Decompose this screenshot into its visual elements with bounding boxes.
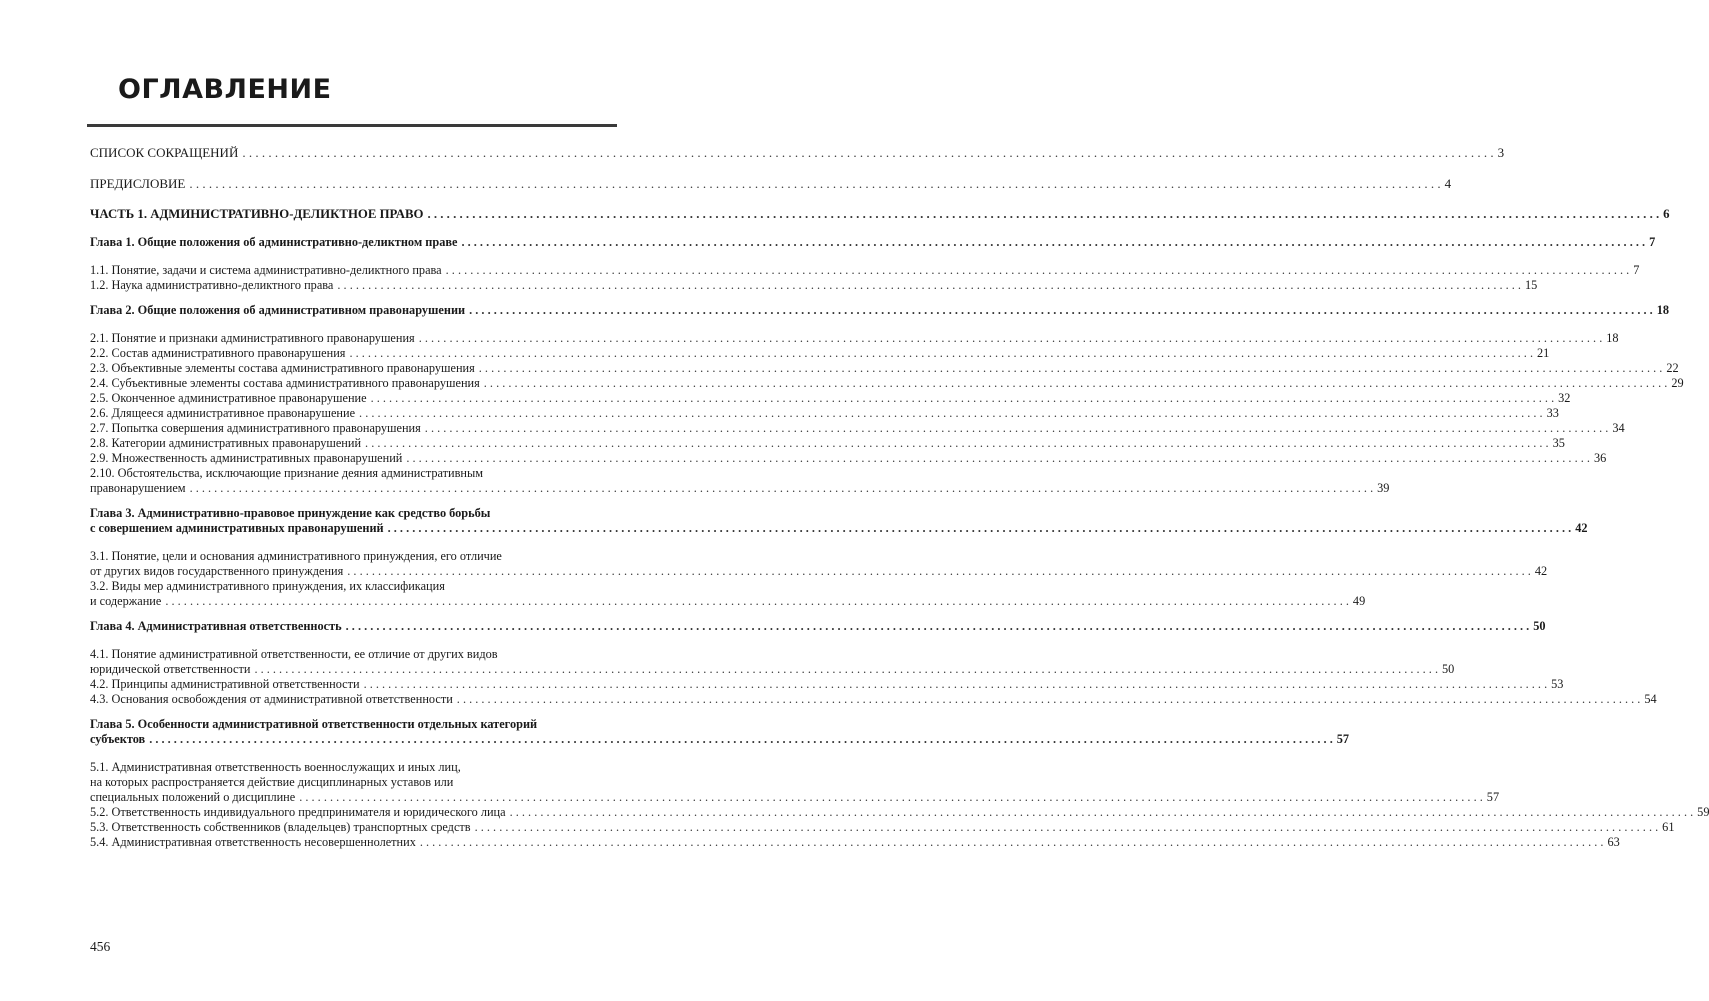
toc-entry-row [90,421,1625,436]
dot-leader [337,278,1521,293]
toc-entry-page: 4 [1444,176,1452,191]
toc-entry-page: 6 [1663,207,1670,221]
toc-entry-chapter [90,717,1350,747]
toc-entry-row [90,732,1350,747]
toc-entry-row [90,481,1390,496]
toc-entry-row [90,406,1559,421]
toc-entry-title-line: Глава 5. Особенности административной ответственности отдельных категорий [90,717,538,731]
toc-entry-row [90,331,1619,346]
toc-entry-title-line: Глава 3. Административно-правовое принуждение как средство борьбы [90,506,491,520]
toc-entry-sub [90,346,1550,361]
toc-entry-title: 1.2. Наука административно-деликтного права [90,278,334,292]
toc-entry-sub [90,466,1390,496]
toc-entry-row [90,361,1679,376]
dot-leader [420,835,1604,850]
toc-entry-sub [90,331,1619,346]
toc-entry-page: 32 [1558,391,1571,405]
toc-entry-sub [90,692,1657,707]
toc-entry-title: 2.9. Множественность административных правонарушений [90,451,403,465]
dot-leader [388,521,1572,536]
toc-entry-row [90,145,1505,160]
toc-entry-chapter [90,303,1669,318]
toc-entry-page: 7 [1649,235,1656,249]
toc-entry-row [90,805,1709,820]
dot-leader [425,421,1609,436]
toc-entry-page: 18 [1606,331,1619,345]
toc-entry-page: 15 [1524,278,1538,292]
toc-entry-title-line: на которых распространяется действие дисциплинарных уставов или [90,775,454,789]
toc-entry-sub [90,451,1607,466]
toc-entry-part [90,207,1670,222]
toc-entry-title-line: 3.1. Понятие, цели и основания административного принуждения, его отличие [90,549,502,563]
toc-entry-title-line: 2.10. Обстоятельства, исключающие признание деяния административным [90,466,484,480]
toc-entry-row [90,692,1657,707]
toc-entry-sub [90,820,1675,835]
dot-leader [469,303,1653,318]
toc-entry-sub [90,549,1548,579]
page-number: 456 [90,939,111,954]
toc-entry-page: 34 [1612,421,1625,435]
toc-entry-row [90,835,1620,850]
toc-entry-sub [90,263,1640,278]
dot-leader [254,662,1438,677]
dot-leader [457,692,1641,707]
toc-entry-page: 21 [1537,346,1550,360]
toc-entry-sub [90,647,1455,677]
dot-leader [446,263,1630,278]
page-heading: ОГЛАВЛЕНИЕ [118,74,332,105]
dot-leader [479,361,1663,376]
table-of-contents [90,145,1709,850]
toc-entry-row [90,662,1455,677]
toc-entry-title: юридической ответственности [90,662,251,676]
toc-entry-page: 42 [1575,521,1588,535]
toc-entry-title: правонарушением [90,481,186,495]
toc-entry-row [90,376,1684,391]
toc-entry-title: и содержание [90,594,162,608]
toc-entry-page: 57 [1336,732,1350,746]
toc-entry-title: 4.2. Принципы административной ответственности [90,677,360,691]
toc-entry-title: 5.2. Ответственность индивидуального предпринимателя и юридического лица [90,805,506,819]
toc-entry-page: 7 [1633,263,1640,277]
toc-entry-sub [90,361,1679,376]
toc-entry-page: 50 [1442,662,1455,676]
toc-entry-page: 54 [1644,692,1657,706]
toc-entry-sub [90,278,1538,293]
dot-leader [190,481,1374,496]
toc-entry-title: 1.1. Понятие, задачи и система административно-деликтного права [90,263,442,277]
dot-leader [406,451,1590,466]
toc-entry-title: от других видов государственного принуждения [90,564,344,578]
dot-leader [364,677,1548,692]
toc-entry-page: 53 [1551,677,1564,691]
toc-entry-sub [90,760,1500,805]
toc-entry-title: Глава 2. Общие положения об административном правонарушении [90,303,466,317]
toc-entry-row [90,207,1670,222]
toc-entry-row [90,391,1571,406]
toc-entry-row [90,594,1366,609]
dot-leader [419,331,1603,346]
toc-entry-page: 29 [1671,376,1684,390]
toc-entry-row [90,521,1588,536]
dot-leader [149,732,1333,747]
toc-entry-title: СПИСОК СОКРАЩЕНИЙ [90,145,239,160]
toc-entry-sub [90,421,1625,436]
toc-entry-page: 35 [1552,436,1565,450]
toc-entry-title: с совершением административных правонарушений [90,521,384,535]
toc-entry-row [90,235,1656,250]
toc-entry-title: 2.8. Категории административных правонарушений [90,436,362,450]
dot-leader [359,406,1543,421]
dot-leader [371,391,1555,406]
toc-entry-title: ПРЕДИСЛОВИЕ [90,176,186,191]
toc-entry-page: 18 [1656,303,1669,317]
toc-entry-title: специальных положений о дисциплине [90,790,296,804]
toc-entry-row [90,677,1564,692]
dot-leader [510,805,1694,820]
toc-entry-page: 61 [1662,820,1675,834]
toc-entry-title: Глава 4. Административная ответственность [90,619,342,633]
toc-entry-row [90,436,1565,451]
toc-entry-title: Глава 1. Общие положения об административно-деликтном праве [90,235,458,249]
toc-entry-title: ЧАСТЬ 1. АДМИНИСТРАТИВНО-ДЕЛИКТНОЕ ПРАВО [90,207,424,221]
toc-entry-row [90,564,1548,579]
toc-entry-chapter [90,506,1588,536]
toc-entry-page: 59 [1697,805,1709,819]
dot-leader [299,790,1483,805]
toc-entry-title-line: 5.1. Административная ответственность военнослужащих и иных лиц, [90,760,461,774]
toc-entry-sub [90,835,1620,850]
dot-leader [365,436,1549,451]
toc-entry-page: 42 [1534,564,1548,578]
dot-leader [165,594,1349,609]
toc-entry-chapter [90,619,1546,634]
toc-entry-sub [90,376,1684,391]
dot-leader [242,145,1493,160]
toc-entry-title: 4.3. Основания освобождения от административной ответственности [90,692,453,706]
toc-entry-sub [90,391,1571,406]
toc-entry-row [90,790,1500,805]
toc-entry-row [90,176,1452,191]
toc-entry-sub [90,579,1366,609]
toc-entry-row [90,346,1550,361]
toc-entry-chapter [90,235,1656,250]
toc-entry-title: субъектов [90,732,146,746]
dot-leader [484,376,1668,391]
toc-entry-row [90,619,1546,634]
toc-entry-sub [90,406,1559,421]
dot-leader [347,564,1531,579]
toc-entry-top [90,145,1505,160]
toc-entry-title: 5.3. Ответственность собственников (владельцев) транспортных средств [90,820,471,834]
toc-entry-page: 63 [1607,835,1620,849]
toc-entry-page: 36 [1593,451,1607,465]
toc-entry-row [90,303,1669,318]
dot-leader [427,207,1659,222]
toc-entry-page: 39 [1377,481,1390,495]
toc-entry-page: 22 [1666,361,1679,375]
dot-leader [475,820,1659,835]
toc-entry-page: 57 [1486,790,1500,804]
toc-entry-top [90,176,1452,191]
toc-entry-title: 2.3. Объективные элементы состава административного правонарушения [90,361,475,375]
toc-entry-title: 2.4. Субъективные элементы состава административного правонарушения [90,376,480,390]
toc-entry-page: 50 [1533,619,1546,633]
dot-leader [189,176,1440,191]
toc-entry-title: 5.4. Административная ответственность несовершеннолетних [90,835,416,849]
toc-entry-row [90,451,1607,466]
toc-entry-sub [90,805,1709,820]
toc-entry-page: 33 [1546,406,1559,420]
dot-leader [461,235,1645,250]
toc-entry-row [90,278,1538,293]
toc-entry-title: 2.2. Состав административного правонарушения [90,346,346,360]
toc-entry-title-line: 3.2. Виды мер административного принуждения, их классификация [90,579,445,593]
toc-entry-title: 2.1. Понятие и признаки административного правонарушения [90,331,415,345]
toc-entry-title: 2.6. Длящееся административное правонарушение [90,406,356,420]
toc-entry-row [90,263,1640,278]
dot-leader [346,619,1530,634]
toc-entry-sub [90,677,1564,692]
toc-entry-title-line: 4.1. Понятие административной ответственности, ее отличие от других видов [90,647,498,661]
toc-entry-sub [90,436,1565,451]
toc-entry-row [90,820,1675,835]
dot-leader [349,346,1533,361]
toc-entry-page: 49 [1352,594,1366,608]
heading-rule [87,124,617,127]
toc-entry-title: 2.7. Попытка совершения административного правонарушения [90,421,421,435]
toc-entry-page: 3 [1497,145,1505,160]
toc-entry-title: 2.5. Оконченное административное правонарушение [90,391,367,405]
